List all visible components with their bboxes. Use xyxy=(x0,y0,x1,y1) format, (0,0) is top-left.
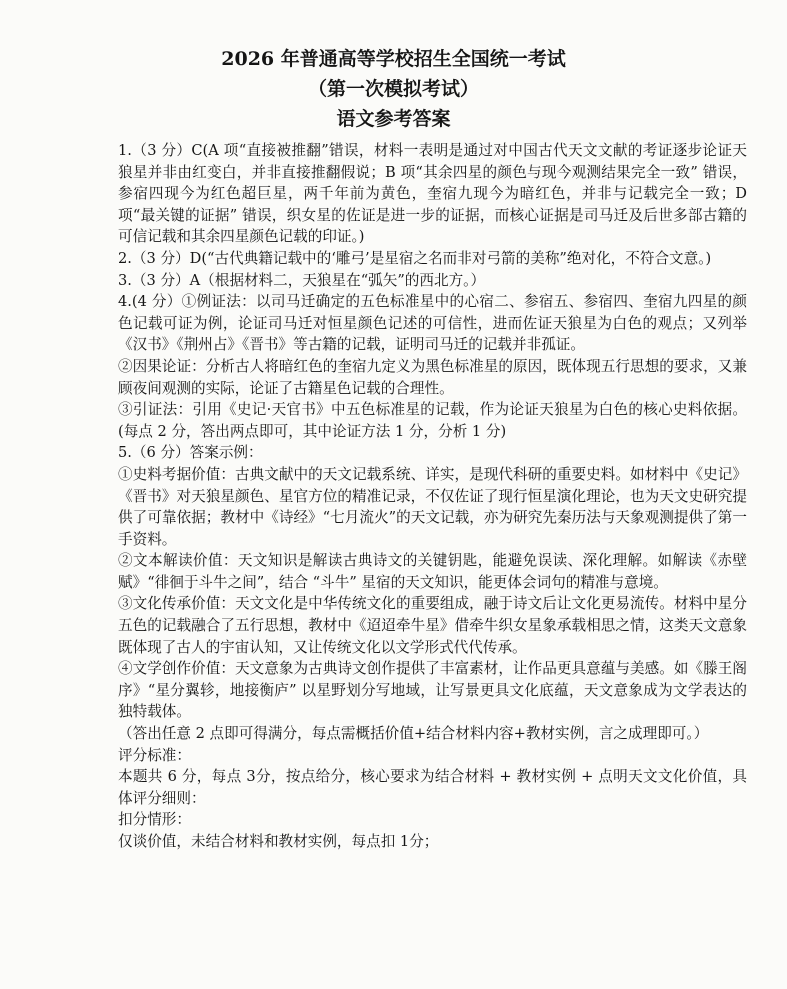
answer-body xyxy=(118,140,747,853)
answer-4-point-1: 4.(4 分）①例证法：以司马迁确定的五色标准星中的心宿二、参宿五、参宿四、奎宿九四星的颜色记载可证为例，论证司马迁对恒星颜色记述的可信性，进而佐证天狼星为白色的观点；又列举《汉书》《荆州占》《晋书》等古籍的记载，证明司马迁的记载并非孤证。 xyxy=(118,293,747,354)
answer-5-point-4: ④文学创作价值：天文意象为古典诗文创作提供了丰富素材，让作品更具意蕴与美感。如《滕王阁序》“星分翼轸，地接衡庐” 以星野划分写地域，让写景更具文化底蕴，天文意象成为文学表达的独特载体。 xyxy=(118,660,747,721)
answer-5-point-2: ②文本解读价值：天文知识是解读古典诗文的关键钥匙，能避免误读、深化理解。如解读《赤壁赋》“徘徊于斗牛之间”，结合 “斗牛” 星宿的天文知识，能更体会词句的精准与意境。 xyxy=(118,552,747,591)
answer-5-point-3: ③文化传承价值：天文文化是中华传统文化的重要组成，融于诗文后让文化更易流传。材料中星分五色的记载融合了五行思想，教材中《迢迢牵牛星》借牵牛织女星象承载相思之情，这类天文意象既体现了古人的宇宙认知，又让传统文化以文学形式代代传承。 xyxy=(118,595,747,656)
document-title: 语文参考答案 xyxy=(336,108,451,130)
answer-3: 3.（3 分）A（根据材料二，天狼星在“弧矢”的西北方。） xyxy=(118,271,486,289)
exam-subtitle: （第一次模拟考试） xyxy=(307,78,479,100)
exam-title: 2026 年普通高等学校招生全国统一考试 xyxy=(221,48,566,70)
answer-5-heading: 5.（6 分）答案示例： xyxy=(118,444,263,462)
answer-5-point-1: ①史料考据价值：古典文献中的天文记载系统、详实，是现代科研的重要史料。如材料中《史记》《晋书》对天狼星颜色、星官方位的精准记录，不仅佐证了现行恒星演化理论，也为天文史研究提供了可靠依据；教材中《诗经》“七月流火”的天文记载，亦为研究先秦历法与天象观测提供了第一手资料。 xyxy=(118,465,747,548)
scoring-standard: 本题共 6 分，每点 3分，按点给分，核心要求为结合材料 + 教材实例 + 点明天文文化价值，具体评分细则： xyxy=(118,768,747,807)
deduction-heading: 扣分情形： xyxy=(118,811,191,829)
answer-2: 2.（3 分）D(“古代典籍记载中的‘雕弓’是星宿之名而非对弓箭的美称”绝对化，不符合文意。) xyxy=(118,249,712,267)
deduction-rule: 仅谈价值，未结合材料和教材实例，每点扣 1分； xyxy=(118,833,439,850)
scoring-heading: 评分标准： xyxy=(118,746,191,764)
answer-5-note: （答出任意 2 点即可得满分，每点需概括价值+结合材料内容+教材实例，言之成理即可。） xyxy=(118,725,709,743)
answer-4-point-2: ②因果论证：分析古人将暗红色的奎宿九定义为黑色标准星的原因，既体现五行思想的要求，又兼顾夜间观测的实际，论证了古籍星色记载的合理性。 xyxy=(118,357,747,397)
answer-1: 1.（3 分）C(A 项“直接被推翻”错误，材料一表明是通过对中国古代天文文献的考证逐步论证天狼星并非由红变白，并非直接推翻假说；B 项“其余四星的颜色与现今观测结果完全一致” 错误，参宿四现今为红色超巨星，两千年前为黄色，奎宿九现今为暗红色，并非与记载完全一致；D 项“最关键的证据” 错误，织女星的佐证是进一步的证据，而核心证据是司马迁及后世多部古籍的可信记载和其余四星颜色记载的印证。) xyxy=(118,142,747,246)
answer-4-point-3: ③引证法：引用《史记·天官书》中五色标准星的记载，作为论证天狼星为白色的核心史料依据。(每点 2 分，答出两点即可，其中论证方法 1 分，分析 1 分) xyxy=(118,401,747,440)
